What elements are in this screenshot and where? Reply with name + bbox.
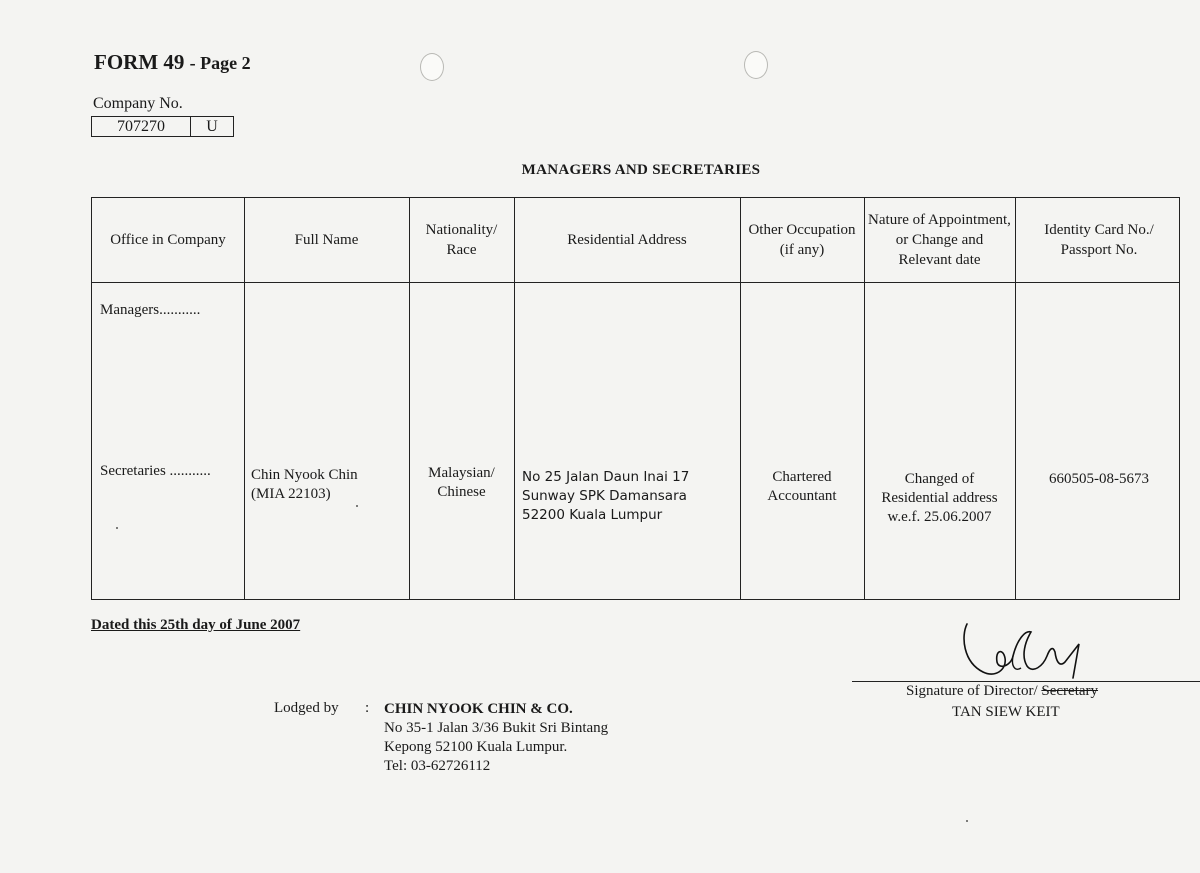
col-header-address: Residential Address: [567, 232, 687, 248]
dated-line: Dated this 25th day of June 2007: [91, 617, 301, 633]
firm-tel: Tel: 03-62726112: [384, 758, 491, 774]
secretary-appointment-change: [868, 470, 1011, 527]
lodged-by-block: [384, 700, 608, 776]
firm-name: CHIN NYOOK CHIN & CO.: [384, 701, 573, 717]
column-divider: [864, 198, 865, 599]
occupation-line: Chartered: [772, 469, 832, 485]
company-no-value: 707270: [92, 117, 191, 136]
secretary-full-name: [251, 466, 358, 504]
col-header-id-no: Identity Card No./ Passport No.: [1044, 222, 1154, 258]
punch-hole-left: [420, 53, 444, 81]
occupation-line: Accountant: [767, 488, 837, 504]
column-divider: [740, 198, 741, 599]
company-no-box: [91, 116, 234, 137]
scan-speck: [356, 505, 358, 507]
punch-hole-right: [744, 51, 768, 79]
form-title: [94, 50, 251, 75]
change-line: w.e.f. 25.06.2007: [887, 509, 992, 525]
managers-label: Managers...........: [100, 302, 201, 318]
secretary-occupation: [744, 468, 860, 506]
secretary-mia-no: (MIA 22103): [251, 486, 331, 502]
secretary-address: [522, 468, 689, 525]
managers-secretaries-table: [91, 197, 1180, 600]
column-divider: [409, 198, 410, 599]
form-number: FORM 49: [94, 50, 185, 74]
col-header-office: Office in Company: [110, 232, 226, 248]
col-header-occupation: Other Occupation (if any): [748, 222, 856, 258]
company-no-label: Company No.: [93, 95, 183, 112]
signature-caption-secretary-struck: Secretary: [1041, 683, 1099, 699]
change-line: Residential address: [881, 490, 998, 506]
scan-speck: [116, 527, 118, 529]
signature-caption: [906, 683, 1098, 700]
lodged-by-label: Lodged by: [274, 700, 339, 716]
firm-address-line: No 35-1 Jalan 3/36 Bukit Sri Bintang: [384, 720, 609, 736]
scan-speck: [966, 820, 968, 822]
signature-caption-slash: /: [1033, 683, 1038, 699]
company-no-suffix: U: [206, 118, 218, 135]
race-line: Chinese: [437, 484, 486, 500]
signature-caption-director: Signature of Director: [906, 683, 1034, 699]
signature-line: [852, 681, 1200, 682]
handwritten-signature: [955, 622, 1095, 682]
firm-address-line: Kepong 52100 Kuala Lumpur.: [384, 739, 568, 755]
header-divider: [92, 282, 1179, 283]
page-label: - Page 2: [189, 53, 251, 73]
table-heading: MANAGERS AND SECRETARIES: [521, 162, 761, 178]
address-line: No 25 Jalan Daun Inai 17: [522, 469, 690, 485]
signatory-name: TAN SIEW KEIT: [952, 704, 1060, 720]
secretary-name-line: Chin Nyook Chin: [251, 467, 358, 483]
secretaries-label: Secretaries ...........: [100, 463, 211, 479]
address-line: Sunway SPK Damansara: [522, 488, 687, 504]
column-divider: [1015, 198, 1016, 599]
address-line: 52200 Kuala Lumpur: [522, 507, 663, 523]
col-header-appointment: Nature of Appointment, or Change and Relevant date: [868, 212, 1011, 268]
lodged-by-colon: :: [365, 700, 370, 716]
change-line: Changed of: [904, 471, 975, 487]
col-header-full-name: Full Name: [294, 232, 359, 248]
secretary-id-no: 660505-08-5673: [1049, 471, 1149, 487]
nationality-line: Malaysian/: [428, 465, 495, 481]
col-header-nationality: Nationality/ Race: [425, 222, 498, 258]
secretary-nationality: [414, 464, 509, 502]
